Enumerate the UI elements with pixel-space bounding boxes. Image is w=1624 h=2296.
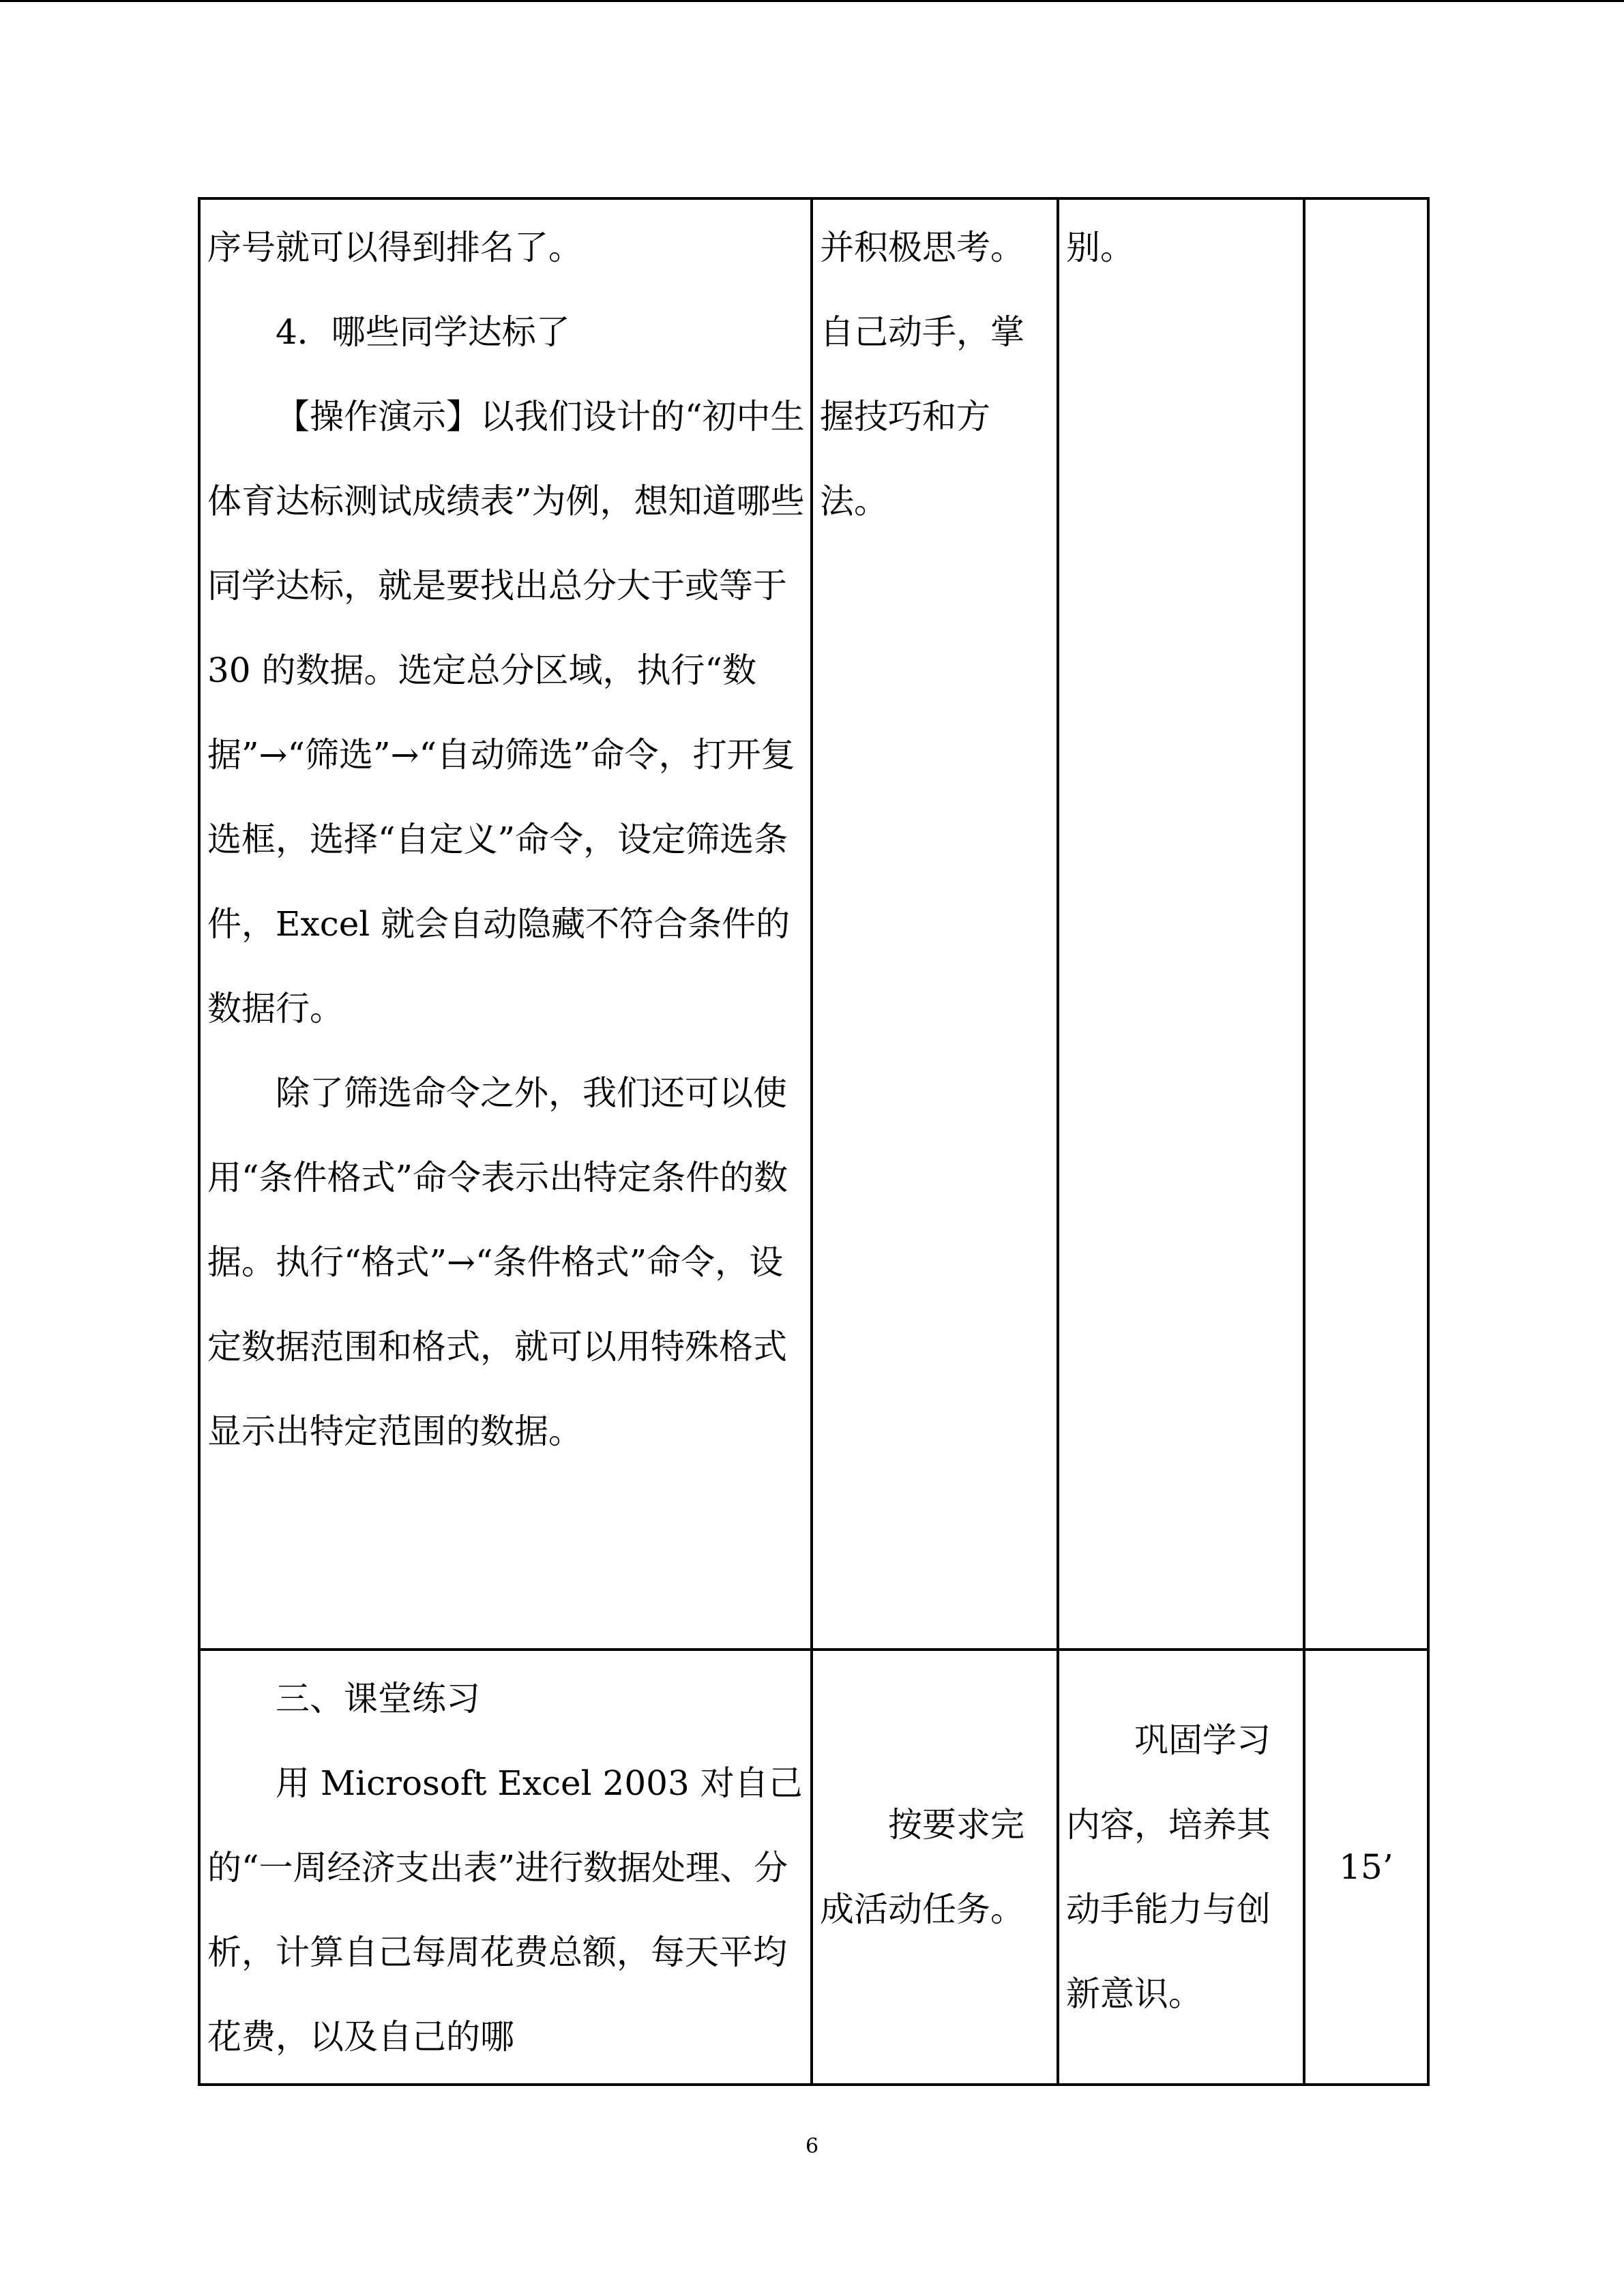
teacher-activity-cell: [199, 198, 812, 1650]
student-text: 按要求完成活动任务。: [820, 1805, 1024, 1929]
teacher-paragraph: 用 Microsoft Excel 2003 对自己的“一周经济支出表”进行数据处理、分析，计算自己每周花费总额，每天平均花费，以及自己的哪: [207, 1763, 803, 2057]
time-cell: [1304, 198, 1428, 1650]
top-border-rule: [0, 0, 1624, 2]
section-heading: 三、课堂练习: [276, 1679, 480, 1718]
intent-text: 别。: [1066, 228, 1134, 267]
design-intent-cell: [1058, 1650, 1304, 2085]
intent-text: 巩固学习内容，培养其动手能力与创新意识。: [1066, 1720, 1271, 2014]
student-text: 自己动手，掌握技巧和方法。: [820, 312, 1024, 521]
teacher-text-line: 序号就可以得到排名了。: [207, 228, 582, 267]
lesson-plan-table: [198, 197, 1430, 2086]
teacher-activity-cell: [199, 1650, 812, 2085]
page-number: 6: [805, 2134, 819, 2158]
student-activity-cell: [812, 198, 1058, 1650]
section-heading: 4．哪些同学达标了: [276, 312, 570, 352]
design-intent-cell: [1058, 198, 1304, 1650]
teacher-paragraph: 【操作演示】以我们设计的“初中生体育达标测试成绩表”为例，想知道哪些同学达标，就是要找出总分大于或等于 30 的数据。选定总分区域，执行“数据”→“筛选”→“自动筛选”命令，打开复选框，选择“自定义”命令，设定筛选条件，Excel 就会自动隐藏不符合条件的数据行。: [207, 397, 805, 1028]
teacher-paragraph: 除了筛选命令之外，我们还可以使用“条件格式”命令表示出特定条件的数据。执行“格式”→“条件格式”命令，设定数据范围和格式，就可以用特殊格式显示出特定范围的数据。: [207, 1073, 788, 1451]
student-text: 并积极思考。: [820, 228, 1024, 267]
time-text: 15’: [1339, 1847, 1393, 1887]
time-cell: [1304, 1650, 1428, 2085]
student-activity-cell: [812, 1650, 1058, 2085]
table-row: [199, 1650, 1428, 2085]
table-row: [199, 198, 1428, 1650]
